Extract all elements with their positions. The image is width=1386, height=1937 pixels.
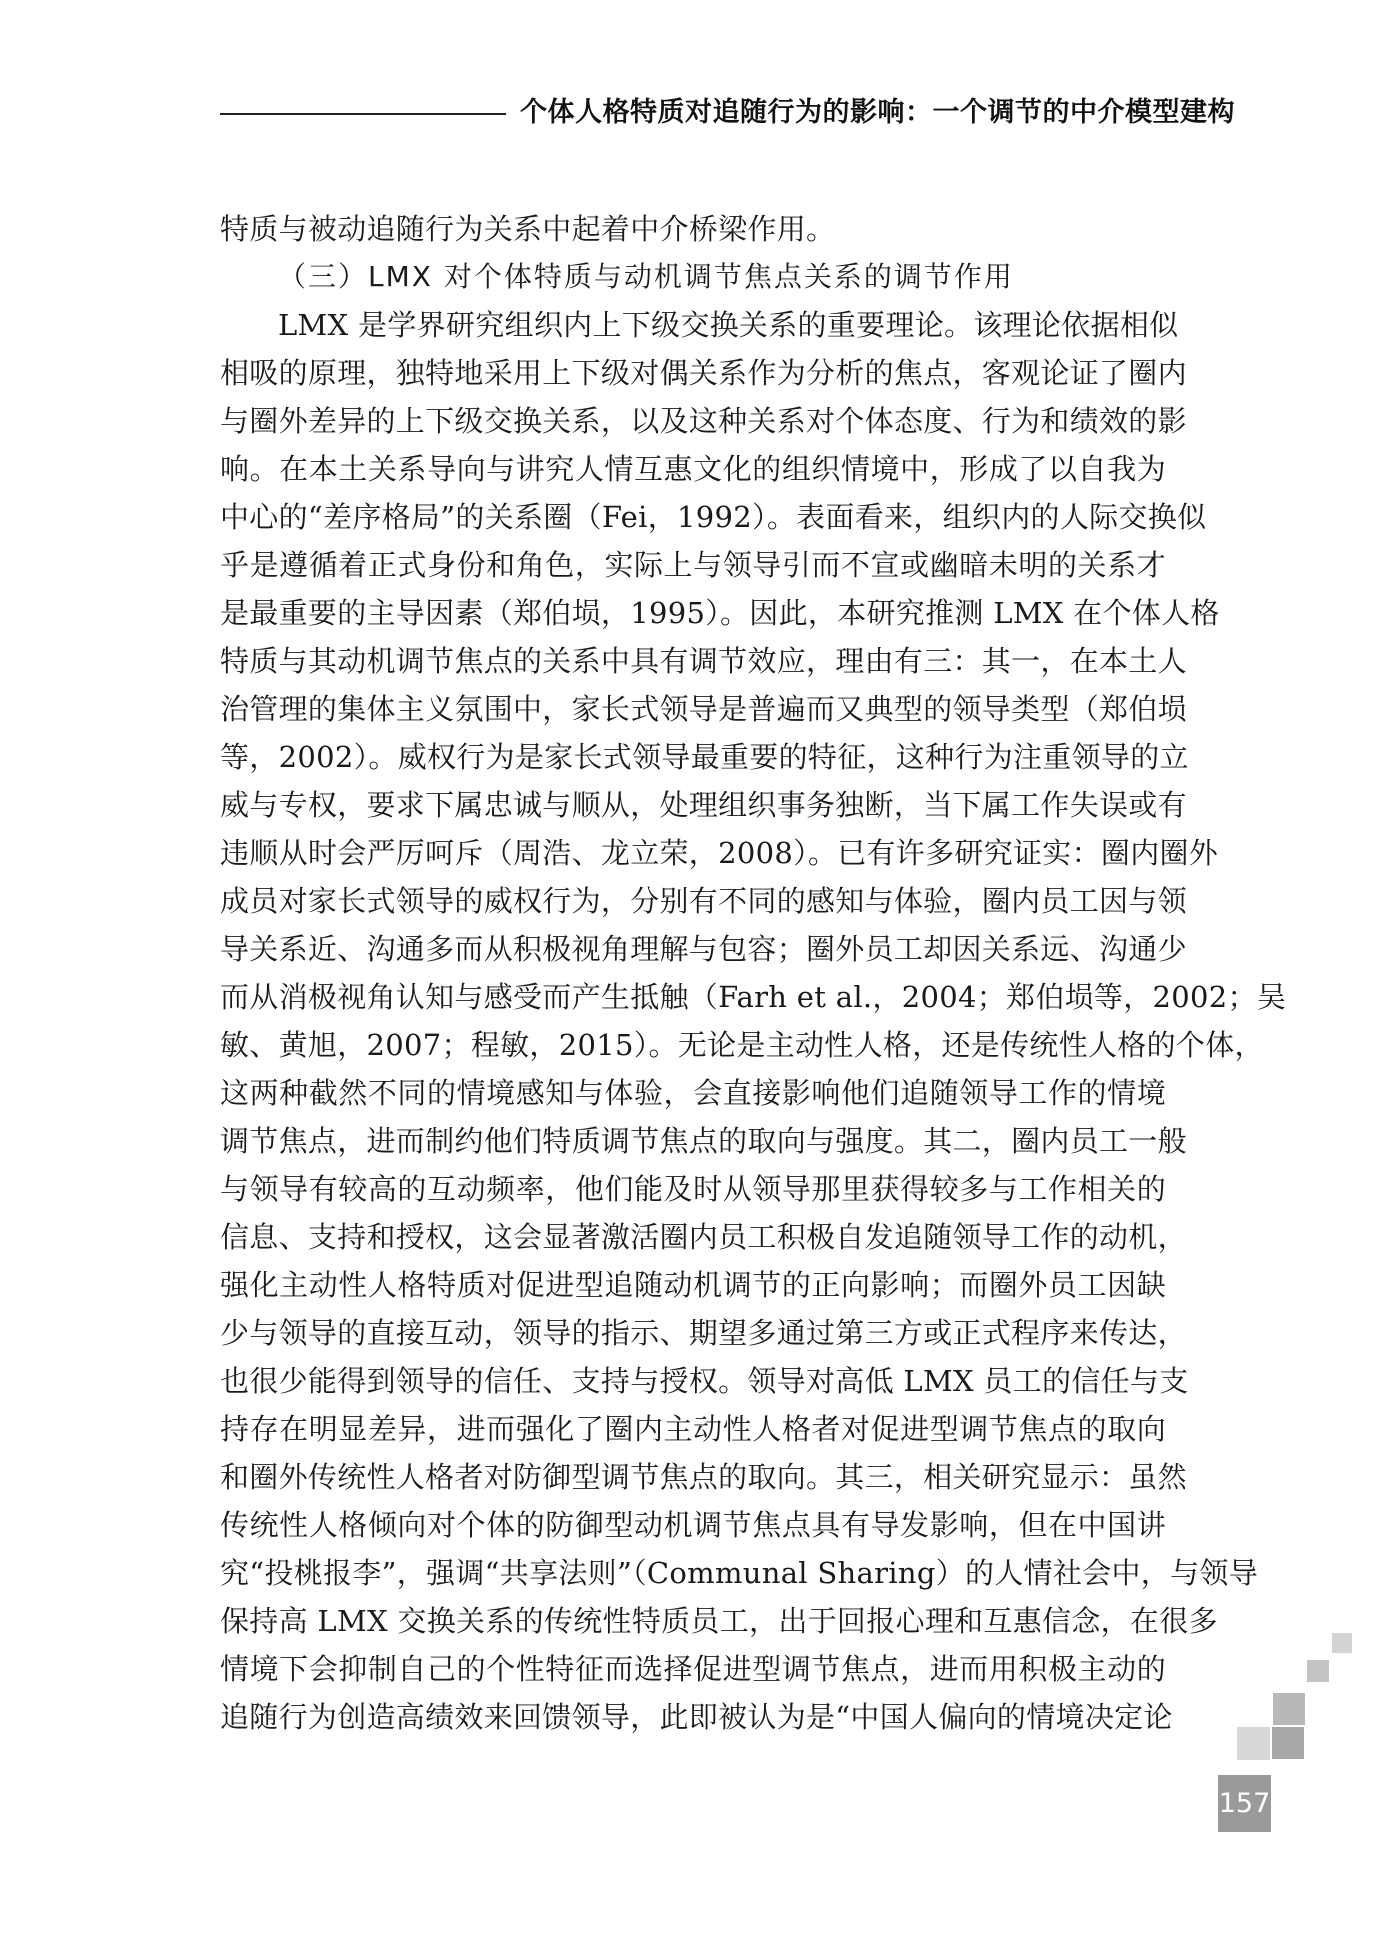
decorative-square: [1237, 1727, 1270, 1760]
paragraph-line: 是最重要的主导因素（郑伯埙，1995）。因此，本研究推测 LMX 在个体人格: [220, 596, 1220, 630]
paragraph-line: 这两种截然不同的情境感知与体验，会直接影响他们追随领导工作的情境: [220, 1076, 1166, 1110]
decorative-square: [1273, 1693, 1305, 1725]
decorative-square: [1332, 1633, 1352, 1653]
paragraph-line: 导关系近、沟通多而从积极视角理解与包容；圈外员工却因关系远、沟通少: [220, 932, 1187, 966]
paragraph-line: 究“投桃报李”，强调“共享法则”（Communal Sharing）的人情社会中，与领导: [220, 1556, 1258, 1590]
paragraph-line: 保持高 LMX 交换关系的传统性特质员工，出于回报心理和互惠信念，在很多: [220, 1604, 1218, 1638]
paragraph-line: 特质与其动机调节焦点的关系中具有调节效应，理由有三：其一，在本土人: [220, 644, 1187, 678]
paragraph-line: 与圈外差异的上下级交换关系，以及这种关系对个体态度、行为和绩效的影: [220, 404, 1187, 438]
paragraph-line: 相吸的原理，独特地采用上下级对偶关系作为分析的焦点，客观论证了圈内: [220, 356, 1187, 390]
paragraph-line: 信息、支持和授权，这会显著激活圈内员工积极自发追随领导工作的动机，: [220, 1220, 1187, 1254]
paragraph-line: 而从消极视角认知与感受而产生抵触（Farh et al.，2004；郑伯埙等，2002；吴: [220, 980, 1287, 1014]
paragraph-line: 成员对家长式领导的威权行为，分别有不同的感知与体验，圈内员工因与领: [220, 884, 1187, 918]
paragraph-line: 少与领导的直接互动，领导的指示、期望多通过第三方或正式程序来传达，: [220, 1316, 1187, 1350]
body-text: [220, 205, 1287, 1741]
paragraph-line: 中心的“差序格局”的关系圈（Fei，1992）。表面看来，组织内的人际交换似: [220, 500, 1207, 534]
paragraph-line: 和圈外传统性人格者对防御型调节焦点的取向。其三，相关研究显示：虽然: [220, 1460, 1187, 1494]
decorative-square: [1272, 1727, 1304, 1759]
header-rule: [220, 113, 506, 115]
paragraph-line: 与领导有较高的互动频率，他们能及时从领导那里获得较多与工作相关的: [220, 1172, 1166, 1206]
paragraph-line: 敏、黄旭，2007；程敏，2015）。无论是主动性人格，还是传统性人格的个体，: [220, 1028, 1264, 1062]
paragraph-line: 强化主动性人格特质对促进型追随动机调节的正向影响；而圈外员工因缺: [220, 1268, 1166, 1302]
paragraph-line: 治管理的集体主义氛围中，家长式领导是普遍而又典型的领导类型（郑伯埙: [220, 692, 1187, 726]
page-number: 157: [1218, 1775, 1271, 1832]
paragraph-line: 响。在本土关系导向与讲究人情互惠文化的组织情境中，形成了以自我为: [220, 452, 1166, 486]
paragraph-line: 违顺从时会严厉呵斥（周浩、龙立荣，2008）。已有许多研究证实：圈内圈外: [220, 836, 1219, 870]
paragraph-line: 也很少能得到领导的信任、支持与授权。领导对高低 LMX 员工的信任与支: [220, 1364, 1189, 1398]
paragraph-line: 情境下会抑制自己的个性特征而选择促进型调节焦点，进而用积极主动的: [220, 1652, 1166, 1686]
paragraph-line: 特质与被动追随行为关系中起着中介桥梁作用。: [220, 212, 836, 246]
decorative-square: [1307, 1660, 1329, 1682]
paragraph-line: 传统性人格倾向对个体的防御型动机调节焦点具有导发影响，但在中国讲: [220, 1508, 1166, 1542]
running-header: 个体人格特质对追随行为的影响：一个调节的中介模型建构: [520, 97, 1235, 128]
paragraph-line: 追随行为创造高绩效来回馈领导，此即被认为是“中国人偏向的情境决定论: [220, 1700, 1173, 1734]
paragraph-line: 持存在明显差异，进而强化了圈内主动性人格者对促进型调节焦点的取向: [220, 1412, 1166, 1446]
paragraph-line: 威与专权，要求下属忠诚与顺从，处理组织事务独断，当下属工作失误或有: [220, 788, 1187, 822]
paragraph-line: 乎是遵循着正式身份和角色，实际上与领导引而不宣或幽暗未明的关系才: [220, 548, 1166, 582]
paragraph-line: 等，2002）。威权行为是家长式领导最重要的特征，这种行为注重领导的立: [220, 740, 1189, 774]
section-heading: （三）LMX 对个体特质与动机调节焦点关系的调节作用: [278, 260, 1014, 293]
paragraph-line: 调节焦点，进而制约他们特质调节焦点的取向与强度。其二，圈内员工一般: [220, 1124, 1187, 1158]
paragraph-line: LMX 是学界研究组织内上下级交换关系的重要理论。该理论依据相似: [278, 308, 1179, 342]
